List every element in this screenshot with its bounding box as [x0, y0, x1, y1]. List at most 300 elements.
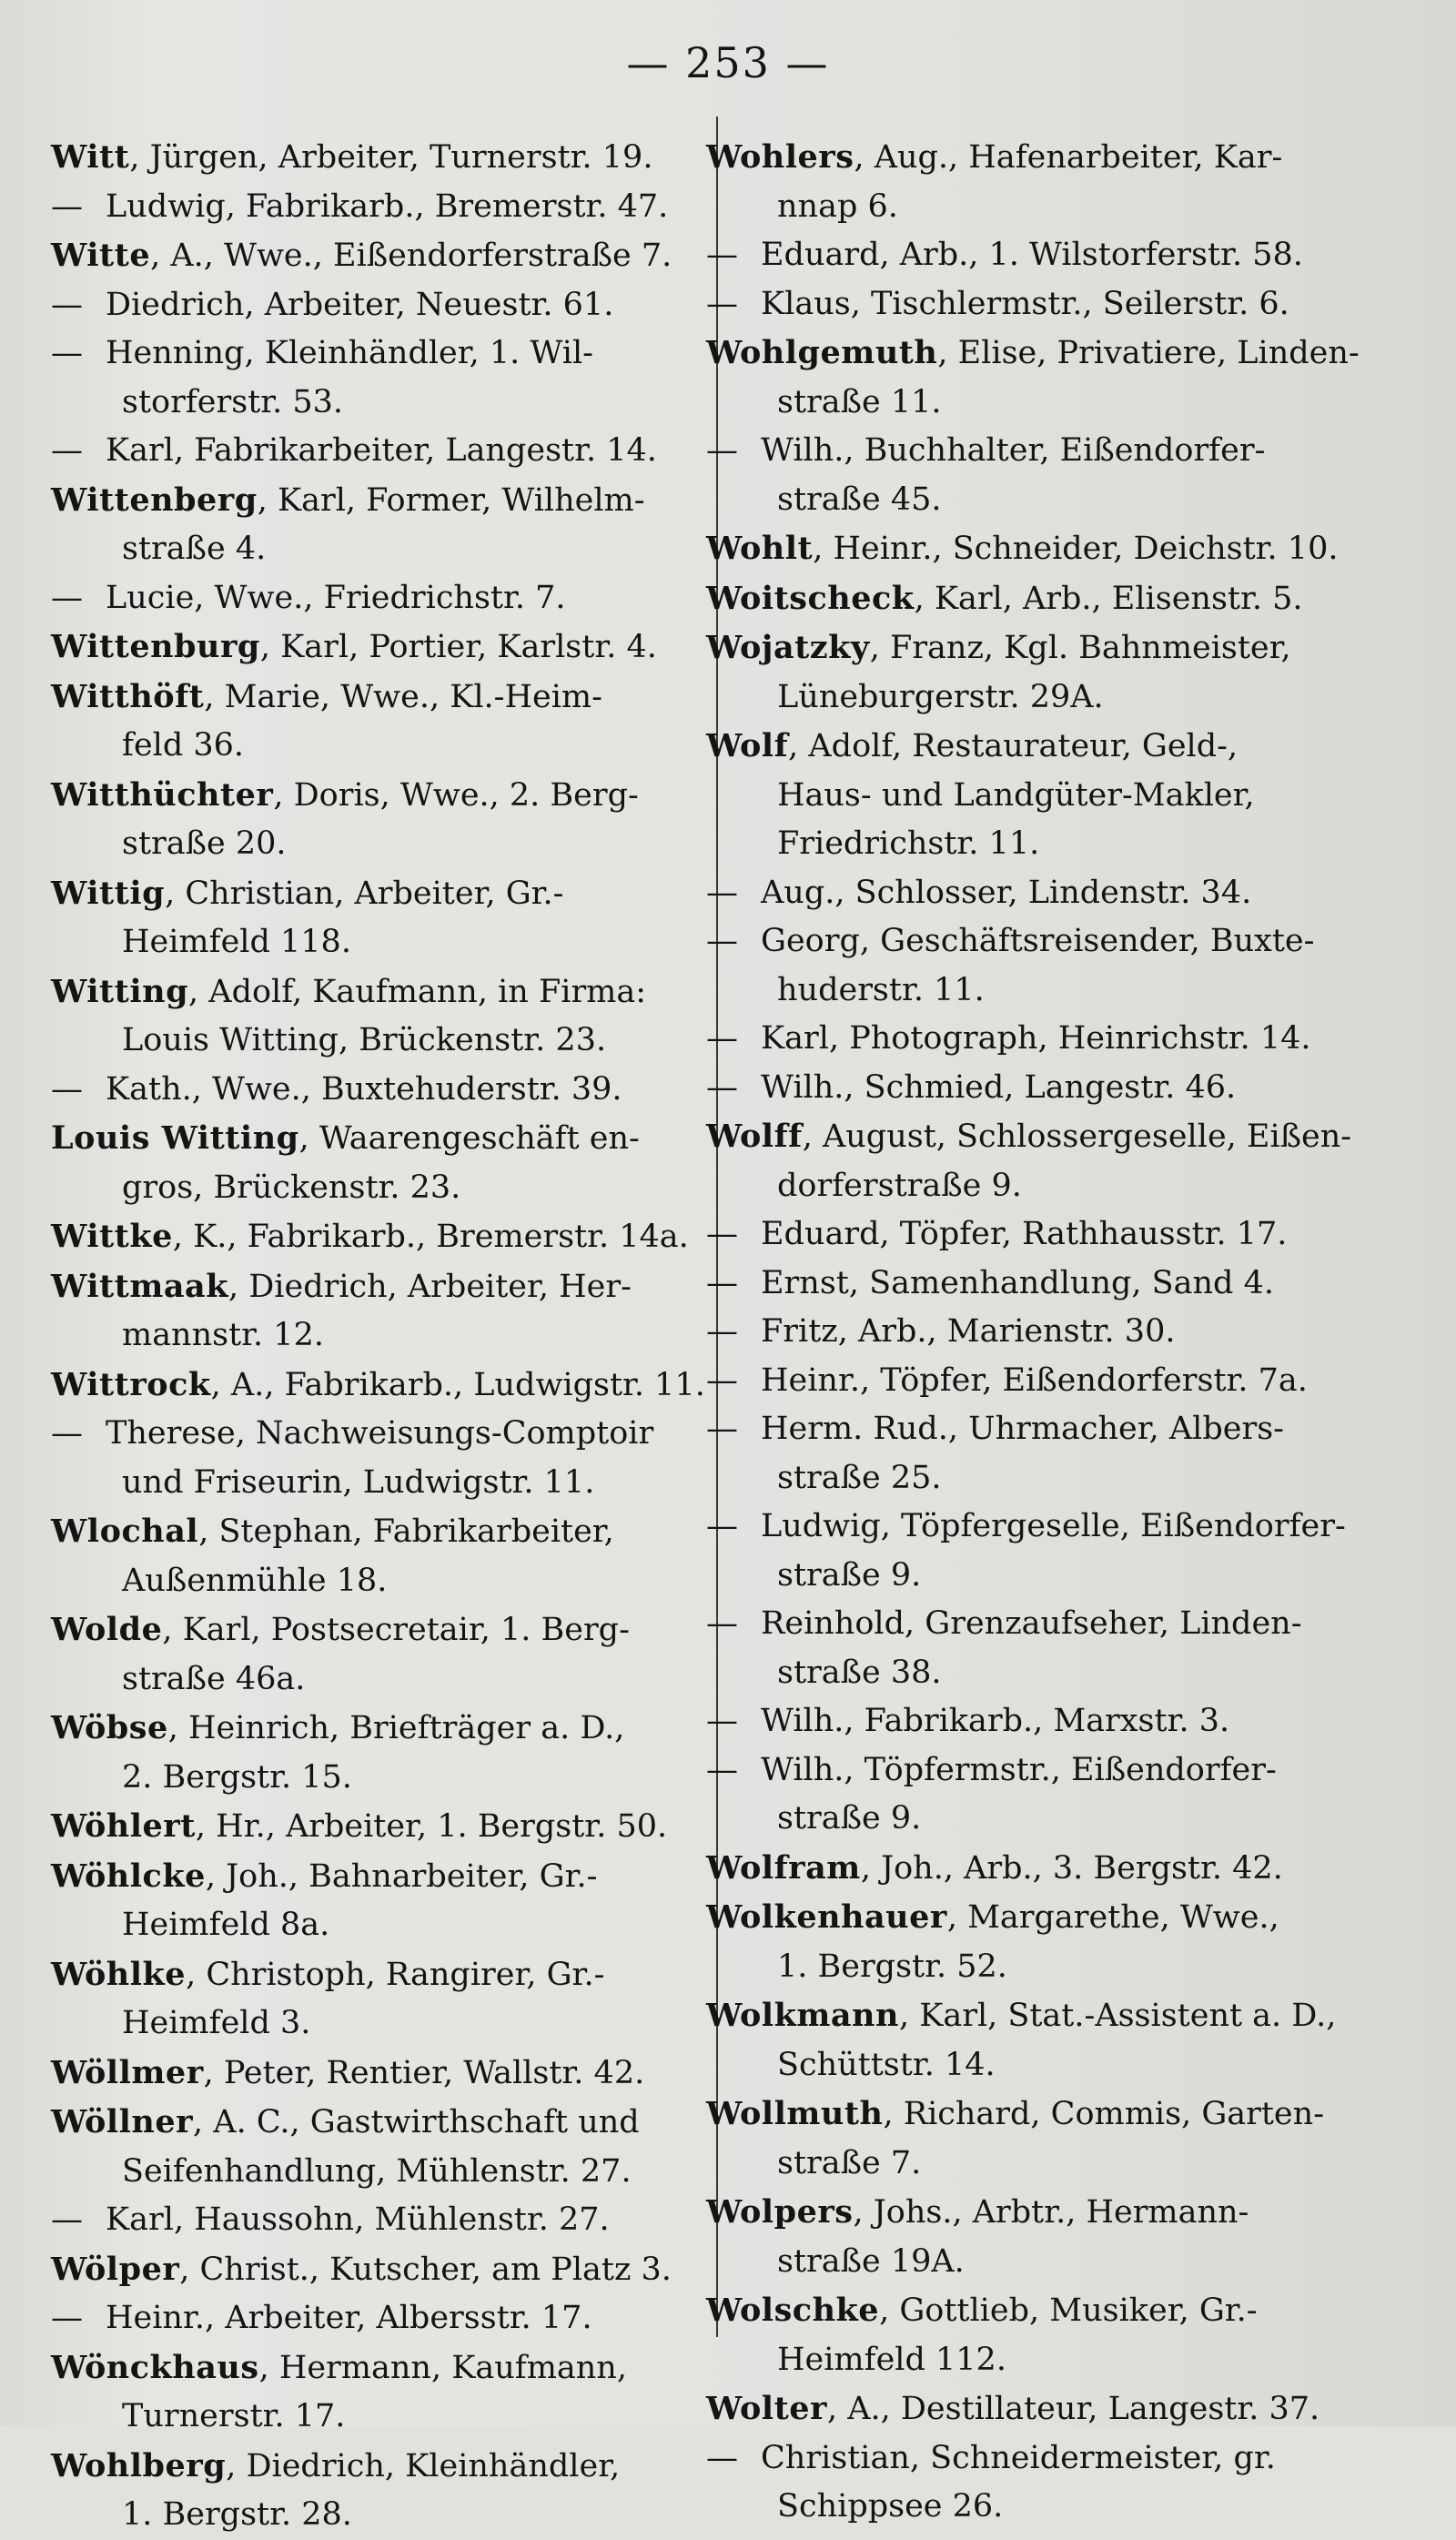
entry-continuation-line: [51, 1017, 706, 1066]
directory-entry: [51, 574, 706, 623]
directory-entry: [706, 1210, 1425, 1260]
entry-text: Wilh., Töpfermstr., Eißendorfer-: [761, 1751, 1277, 1788]
directory-entry: [706, 329, 1425, 427]
entry-first-line: [51, 1212, 706, 1262]
directory-entry: [706, 722, 1425, 869]
entry-text: , Karl, Postsecretair, 1. Berg-: [162, 1612, 630, 1648]
entry-continuation-line: [51, 1901, 706, 1950]
directory-entry: [706, 2286, 1425, 2384]
ditto-dash: —: [51, 335, 83, 371]
entry-first-line: [706, 524, 1425, 574]
entry-first-line: [51, 2294, 706, 2343]
ditto-dash: —: [51, 286, 83, 323]
ditto-dash: —: [706, 1361, 738, 1399]
ditto-dash: —: [51, 1070, 83, 1108]
entry-first-line: [51, 622, 706, 673]
entry-text: Wilh., Schmied, Langestr. 46.: [761, 1068, 1237, 1106]
ditto-dash: —: [706, 1264, 738, 1301]
entry-first-line: [706, 1746, 1425, 1796]
entry-surname: Witthüchter: [51, 775, 274, 814]
entry-text: Diedrich, Arbeiter, Neuestr. 61.: [106, 286, 614, 323]
entry-surname: Wolf: [706, 727, 789, 764]
left-column: [51, 133, 706, 2540]
entry-text: Klaus, Tischlermstr., Seilerstr. 6.: [761, 285, 1289, 322]
directory-entry: [706, 2188, 1425, 2286]
directory-entry: [51, 1361, 706, 1411]
entry-text: straße 9.: [777, 1800, 922, 1837]
entry-text: straße 7.: [777, 2144, 922, 2181]
directory-entry: [51, 1605, 706, 1704]
entry-continuation-line: [706, 1649, 1425, 1698]
entry-text: straße 20.: [122, 825, 287, 862]
directory-entry: [51, 427, 706, 476]
entry-first-line: [706, 1308, 1425, 1357]
entry-text: , Karl, Portier, Karlstr. 4.: [259, 629, 657, 665]
directory-entry: [51, 1212, 706, 1262]
ditto-dash: —: [706, 1508, 738, 1544]
entry-text: , A. C., Gastwirthschaft und: [193, 2104, 640, 2140]
entry-continuation-line: [51, 379, 706, 428]
directory-entry: [51, 2196, 706, 2245]
entry-surname: Wohlgemuth: [706, 334, 938, 371]
directory-entry: [706, 1697, 1425, 1746]
entry-first-line: [706, 722, 1425, 772]
right-column: [706, 133, 1425, 2532]
entry-text: Karl, Photograph, Heinrichstr. 14.: [761, 1020, 1311, 1057]
directory-entry: [51, 1802, 706, 1852]
entry-text: , Heinrich, Briefträger a. D.,: [167, 1710, 625, 1746]
entry-first-line: [51, 2098, 706, 2148]
entry-first-line: [706, 1405, 1425, 1454]
entry-surname: Wöhlert: [51, 1807, 196, 1845]
entry-first-line: [51, 673, 706, 723]
entry-text: Herm. Rud., Uhrmacher, Albers-: [761, 1411, 1285, 1447]
entry-text: Heimfeld 8a.: [122, 1907, 330, 1943]
entry-continuation-line: [706, 2483, 1425, 2532]
entry-text: straße 9.: [777, 1556, 922, 1594]
entry-continuation-line: [706, 183, 1425, 232]
entry-continuation-line: [706, 1454, 1425, 1503]
entry-text: , Heinr., Schneider, Deichstr. 10.: [813, 531, 1339, 567]
entry-first-line: [706, 329, 1425, 379]
entry-first-line: [706, 1210, 1425, 1260]
entry-text: , Peter, Rentier, Wallstr. 42.: [203, 2054, 645, 2091]
entry-surname: Wittmaak: [51, 1267, 228, 1305]
entry-text: und Friseurin, Ludwigstr. 11.: [122, 1463, 595, 1501]
entry-text: Eduard, Arb., 1. Wilstorferstr. 58.: [761, 237, 1303, 273]
entry-continuation-line: [706, 966, 1425, 1016]
entry-text: , A., Fabrikarb., Ludwigstr. 11.: [210, 1366, 705, 1403]
ditto-dash: —: [706, 2439, 738, 2476]
entry-first-line: [51, 1605, 706, 1655]
entry-surname: Wönckhaus: [51, 2348, 259, 2386]
directory-entry: [51, 1066, 706, 1115]
ditto-dash: —: [51, 2201, 83, 2238]
page-number: — 253 —: [626, 38, 830, 87]
entry-first-line: [51, 2196, 706, 2245]
ditto-dash: —: [706, 1703, 738, 1739]
entry-text: straße 45.: [777, 481, 942, 518]
directory-entry: [51, 673, 706, 771]
directory-entry: [706, 1064, 1425, 1113]
entry-text: Außenmühle 18.: [122, 1562, 388, 1599]
entry-text: , Franz, Kgl. Bahnmeister,: [869, 630, 1291, 666]
directory-entry: [51, 476, 706, 574]
entry-first-line: [706, 2286, 1425, 2336]
entry-surname: Witting: [51, 972, 189, 1010]
directory-entry: [51, 2442, 706, 2540]
entry-first-line: [51, 476, 706, 526]
entry-text: straße 19A.: [777, 2242, 965, 2280]
entry-text: straße 25.: [777, 1459, 942, 1496]
entry-text: , Waarengeschäft en-: [298, 1120, 640, 1157]
entry-first-line: [706, 917, 1425, 966]
entry-text: , Doris, Wwe., 2. Berg-: [273, 776, 639, 814]
entry-text: storferstr. 53.: [122, 383, 344, 420]
ditto-dash: —: [51, 187, 83, 225]
entry-surname: Wolschke: [706, 2292, 880, 2329]
entry-text: Lucie, Wwe., Friedrichstr. 7.: [106, 579, 566, 616]
entry-first-line: [51, 329, 706, 379]
entry-first-line: [51, 1114, 706, 1164]
entry-text: dorferstraße 9.: [777, 1167, 1022, 1204]
entry-continuation-line: [51, 1459, 706, 1508]
entry-text: , Richard, Commis, Garten-: [883, 2096, 1325, 2132]
directory-entry: [51, 1950, 706, 2049]
entry-surname: Wohlt: [706, 530, 814, 567]
entry-first-line: [51, 2343, 706, 2393]
directory-entry: [706, 1746, 1425, 1844]
directory-entry: [706, 231, 1425, 280]
entry-text: , Stephan, Fabrikarbeiter,: [198, 1513, 614, 1550]
entry-surname: Wöbse: [51, 1709, 168, 1746]
ditto-dash: —: [51, 432, 83, 469]
entry-surname: Wöllmer: [51, 2053, 204, 2091]
entry-first-line: [51, 574, 706, 623]
entry-surname: Wolfram: [706, 1848, 861, 1887]
entry-surname: Wolpers: [706, 2193, 854, 2231]
entry-surname: Wittenberg: [51, 481, 258, 519]
directory-entry: [706, 917, 1425, 1015]
directory-entry: [51, 1704, 706, 1802]
entry-surname: Woitscheck: [706, 579, 915, 617]
entry-first-line: [706, 1260, 1425, 1309]
entry-continuation-line: [706, 1943, 1425, 1992]
entry-continuation-line: [51, 918, 706, 967]
entry-first-line: [51, 1704, 706, 1754]
entry-continuation-line: [706, 2140, 1425, 2189]
entry-surname: Wittke: [51, 1218, 173, 1255]
entry-first-line: [706, 1112, 1425, 1162]
directory-entry: [706, 1405, 1425, 1503]
entry-continuation-line: [51, 2393, 706, 2442]
directory-entry: [706, 133, 1425, 231]
entry-continuation-line: [706, 673, 1425, 723]
entry-text: Heimfeld 112.: [777, 2341, 1006, 2378]
entry-text: Louis Witting, Brückenstr. 23.: [122, 1022, 607, 1058]
directory-entry: [706, 2434, 1425, 2532]
entry-continuation-line: [706, 820, 1425, 869]
entry-text: Fritz, Arb., Marienstr. 30.: [761, 1313, 1176, 1350]
directory-entry: [706, 1112, 1425, 1210]
entry-surname: Louis Witting: [51, 1119, 299, 1157]
directory-entry: [706, 1357, 1425, 1406]
entry-text: , Jürgen, Arbeiter, Turnerstr. 19.: [129, 139, 653, 176]
entry-first-line: [51, 1802, 706, 1852]
directory-entry: [51, 622, 706, 673]
ditto-dash: —: [706, 1605, 738, 1642]
entry-text: straße 11.: [777, 383, 942, 420]
entry-first-line: [51, 2049, 706, 2099]
entry-text: 1. Bergstr. 28.: [122, 2496, 352, 2533]
entry-text: straße 38.: [777, 1654, 942, 1691]
entry-first-line: [51, 2442, 706, 2492]
entry-text: huderstr. 11.: [777, 971, 985, 1008]
entry-text: Wilh., Buchhalter, Eißendorfer-: [761, 432, 1266, 469]
entry-first-line: [706, 1893, 1425, 1943]
entry-surname: Wölper: [51, 2250, 180, 2288]
entry-first-line: [51, 1852, 706, 1902]
entry-first-line: [51, 1066, 706, 1115]
directory-entry: [51, 2294, 706, 2343]
directory-entry: [706, 574, 1425, 624]
ditto-dash: —: [51, 1415, 83, 1452]
entry-text: feld 36.: [122, 727, 245, 764]
entry-first-line: [706, 1991, 1425, 2041]
entry-surname: Wittig: [51, 874, 166, 912]
entry-continuation-line: [51, 820, 706, 869]
entry-continuation-line: [51, 525, 706, 574]
entry-continuation-line: [706, 476, 1425, 525]
directory-entry: [706, 623, 1425, 722]
entry-continuation-line: [706, 1552, 1425, 1601]
entry-surname: Wolter: [706, 2390, 827, 2427]
entry-text: , A., Wwe., Eißendorferstraße 7.: [150, 238, 672, 274]
entry-surname: Wollmuth: [706, 2095, 884, 2132]
entry-text: , Karl, Arb., Elisenstr. 5.: [914, 580, 1303, 617]
directory-entry: [51, 1852, 706, 1950]
entry-first-line: [706, 2434, 1425, 2484]
ditto-dash: —: [706, 237, 738, 273]
entry-text: Kath., Wwe., Buxtehuderstr. 39.: [106, 1070, 622, 1108]
entry-surname: Wolkmann: [706, 1997, 899, 2034]
entry-first-line: [706, 623, 1425, 673]
entry-surname: Wolkenhauer: [706, 1898, 947, 1936]
ditto-dash: —: [706, 874, 738, 911]
entry-text: , Hr., Arbeiter, 1. Bergstr. 50.: [195, 1808, 668, 1845]
entry-continuation-line: [706, 2238, 1425, 2287]
entry-text: Ernst, Samenhandlung, Sand 4.: [761, 1264, 1274, 1301]
directory-entry: [51, 771, 706, 869]
entry-text: gros, Brückenstr. 23.: [122, 1169, 461, 1206]
ditto-dash: —: [51, 2300, 83, 2336]
entry-text: , K., Fabrikarb., Bremerstr. 14a.: [172, 1219, 689, 1255]
entry-first-line: [51, 183, 706, 232]
entry-text: 2. Bergstr. 15.: [122, 1758, 352, 1796]
entry-text: Karl, Haussohn, Mühlenstr. 27.: [106, 2201, 610, 2238]
entry-continuation-line: [51, 1999, 706, 2049]
entry-text: Seifenhandlung, Mühlenstr. 27.: [122, 2152, 632, 2190]
entry-text: , Aug., Hafenarbeiter, Kar-: [854, 139, 1283, 176]
directory-entry: [706, 2090, 1425, 2188]
entry-first-line: [706, 280, 1425, 329]
directory-entry: [706, 280, 1425, 329]
entry-text: Ludwig, Fabrikarb., Bremerstr. 47.: [106, 187, 669, 225]
entry-surname: Wittrock: [51, 1365, 211, 1403]
entry-first-line: [706, 574, 1425, 624]
entry-first-line: [51, 869, 706, 919]
entry-text: , Diedrich, Arbeiter, Her-: [228, 1268, 632, 1305]
entry-first-line: [51, 133, 706, 183]
entry-text: Wilh., Fabrikarb., Marxstr. 3.: [761, 1703, 1230, 1739]
entry-continuation-line: [51, 722, 706, 771]
entry-continuation-line: [51, 1311, 706, 1361]
entry-text: , Margarethe, Wwe.,: [946, 1899, 1279, 1936]
directory-entry: [706, 427, 1425, 524]
entry-first-line: [51, 1507, 706, 1557]
ditto-dash: —: [706, 1313, 738, 1350]
directory-entry: [51, 2098, 706, 2196]
entry-text: , Marie, Wwe., Kl.-Heim-: [204, 678, 602, 715]
entry-continuation-line: [706, 2041, 1425, 2090]
ditto-dash: —: [706, 1068, 738, 1106]
entry-text: , August, Schlossergeselle, Eißen-: [802, 1118, 1352, 1155]
entry-surname: Witte: [51, 237, 151, 274]
directory-entry: [51, 869, 706, 967]
ditto-dash: —: [706, 1411, 738, 1447]
entry-surname: Wöhlke: [51, 1955, 187, 1993]
entry-first-line: [51, 231, 706, 281]
entry-surname: Wohlers: [706, 138, 854, 176]
entry-text: , Hermann, Kaufmann,: [258, 2349, 627, 2386]
entry-first-line: [51, 1361, 706, 1411]
directory-entry: [706, 2384, 1425, 2434]
entry-text: , Karl, Stat.-Assistent a. D.,: [898, 1998, 1337, 2034]
entry-first-line: [51, 1410, 706, 1459]
directory-entry: [51, 2049, 706, 2099]
ditto-dash: —: [706, 1216, 738, 1252]
directory-entry: [51, 2343, 706, 2442]
ditto-dash: —: [706, 432, 738, 469]
entry-text: Henning, Kleinhändler, 1. Wil-: [106, 335, 593, 371]
entry-continuation-line: [706, 379, 1425, 428]
directory-entry: [51, 231, 706, 281]
entry-text: , Elise, Privatiere, Linden-: [937, 335, 1360, 371]
ditto-dash: —: [706, 923, 738, 959]
entry-surname: Wittenburg: [51, 628, 260, 665]
entry-surname: Witthöft: [51, 677, 205, 715]
entry-continuation-line: [706, 1162, 1425, 1211]
directory-entry: [51, 133, 706, 183]
entry-first-line: [706, 1697, 1425, 1746]
entry-first-line: [706, 1600, 1425, 1649]
entry-surname: Wolde: [51, 1611, 163, 1648]
entry-first-line: [51, 771, 706, 821]
entry-first-line: [706, 133, 1425, 183]
entry-text: , Diedrich, Kleinhändler,: [226, 2447, 621, 2484]
entry-text: Schüttstr. 14.: [777, 2046, 996, 2083]
entry-text: Ludwig, Töpfergeselle, Eißendorfer-: [761, 1508, 1346, 1544]
entry-surname: Wohlberg: [51, 2446, 227, 2484]
entry-text: Reinhold, Grenzaufseher, Linden-: [761, 1605, 1302, 1642]
entry-first-line: [706, 2188, 1425, 2238]
entry-first-line: [706, 2384, 1425, 2434]
entry-first-line: [706, 1015, 1425, 1064]
entry-text: Eduard, Töpfer, Rathhausstr. 17.: [761, 1216, 1288, 1252]
entry-text: , Joh., Bahnarbeiter, Gr.-: [205, 1857, 598, 1895]
directory-entry: [51, 967, 706, 1066]
entry-surname: Wojatzky: [706, 629, 870, 666]
entry-text: , Christ., Kutscher, am Platz 3.: [179, 2251, 672, 2288]
directory-entry: [51, 183, 706, 232]
entry-continuation-line: [706, 1795, 1425, 1844]
entry-surname: Wolff: [706, 1118, 803, 1155]
entry-text: Therese, Nachweisungs-Comptoir: [106, 1415, 654, 1452]
directory-entry: [706, 1893, 1425, 1991]
entry-text: Heimfeld 118.: [122, 924, 351, 960]
entry-first-line: [51, 967, 706, 1017]
entry-text: mannstr. 12.: [122, 1317, 324, 1353]
entry-text: , Christoph, Rangirer, Gr.-: [186, 1956, 605, 1993]
entry-text: Heinr., Töpfer, Eißendorferstr. 7a.: [761, 1361, 1308, 1399]
entry-continuation-line: [51, 1164, 706, 1213]
directory-entry: [706, 1260, 1425, 1309]
entry-continuation-line: [51, 1754, 706, 1803]
entry-text: straße 46a.: [122, 1660, 306, 1697]
entry-first-line: [51, 1950, 706, 2000]
entry-first-line: [706, 427, 1425, 476]
ditto-dash: —: [706, 1751, 738, 1788]
entry-first-line: [706, 1503, 1425, 1552]
entry-text: , Gottlieb, Musiker, Gr.-: [879, 2292, 1258, 2329]
directory-entry: [706, 1308, 1425, 1357]
entry-text: Schippsee 26.: [777, 2488, 1004, 2525]
directory-entry: [51, 1410, 706, 1507]
entry-text: Lüneburgerstr. 29A.: [777, 678, 1104, 715]
directory-entry: [706, 1503, 1425, 1600]
entry-text: , A., Destillateur, Langestr. 37.: [826, 2391, 1320, 2427]
entry-text: , Adolf, Kaufmann, in Firma:: [188, 973, 647, 1010]
entry-surname: Wöhlcke: [51, 1857, 206, 1895]
entry-surname: Witt: [51, 138, 130, 176]
entry-first-line: [51, 2245, 706, 2295]
entry-text: Friedrichstr. 11.: [777, 825, 1040, 862]
directory-entry: [706, 1600, 1425, 1697]
directory-entry: [51, 1262, 706, 1361]
ditto-dash: —: [51, 579, 83, 616]
entry-text: straße 4.: [122, 531, 267, 567]
entry-surname: Wöllner: [51, 2103, 194, 2140]
entry-first-line: [706, 869, 1425, 918]
entry-continuation-line: [51, 1557, 706, 1606]
entry-first-line: [706, 231, 1425, 280]
entry-surname: Wlochal: [51, 1513, 199, 1550]
directory-entry: [51, 281, 706, 330]
entry-text: Georg, Geschäftsreisender, Buxte-: [761, 923, 1315, 959]
entry-text: , Christian, Arbeiter, Gr.-: [165, 875, 564, 912]
entry-continuation-line: [706, 2336, 1425, 2385]
directory-entry: [51, 1114, 706, 1212]
directory-entry: [706, 1991, 1425, 2090]
directory-entry: [706, 524, 1425, 574]
directory-entry: [51, 329, 706, 427]
entry-first-line: [51, 1262, 706, 1312]
entry-first-line: [706, 1357, 1425, 1406]
entry-continuation-line: [51, 2148, 706, 2197]
entry-text: Heimfeld 3.: [122, 2005, 311, 2041]
entry-text: Aug., Schlosser, Lindenstr. 34.: [761, 874, 1252, 911]
entry-text: Karl, Fabrikarbeiter, Langestr. 14.: [106, 432, 657, 469]
